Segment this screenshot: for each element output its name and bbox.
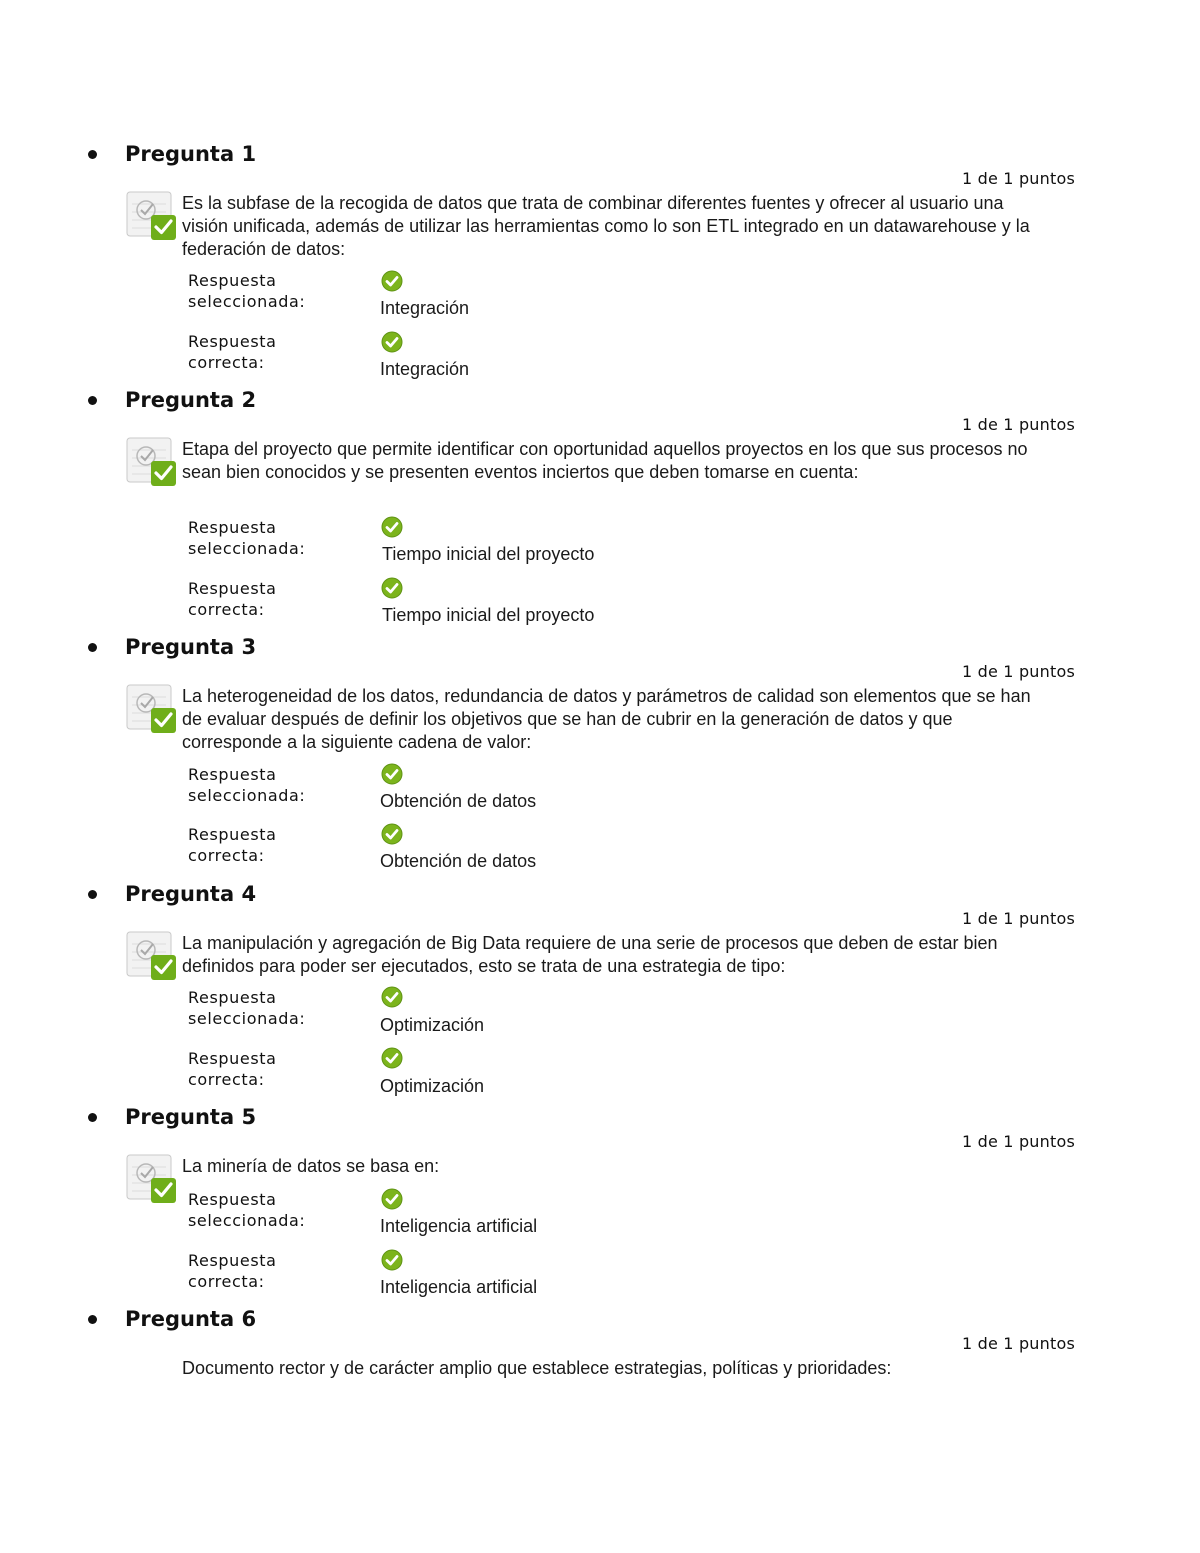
- bullet-icon: [88, 890, 97, 899]
- question-points: 1 de 1 puntos: [961, 662, 1075, 681]
- selected-answer-value: Integración: [380, 298, 470, 318]
- question-text: Documento rector y de carácter amplio que establece estrategias, políticas y prioridades:: [182, 1358, 892, 1378]
- bullet-icon: [88, 643, 97, 652]
- correct-answer-value: Integración: [380, 359, 470, 379]
- correct-answer-label: Respuesta correcta:: [188, 332, 277, 372]
- selected-answer-label: Respuesta seleccionada:: [188, 765, 306, 805]
- question-title: Pregunta 6: [125, 1307, 257, 1331]
- question-text: La manipulación y agregación de Big Data requiere de una serie de procesos que deben de estar bien definidos para poder ser ejecutados, esto se trata de una estrategia de tipo:: [182, 933, 998, 976]
- check-icon: [381, 986, 403, 1008]
- check-icon: [381, 1188, 403, 1210]
- correct-answer-label: Respuesta correcta:: [188, 825, 277, 865]
- selected-answer-value: Obtención de datos: [380, 791, 537, 811]
- question-title: Pregunta 1: [125, 142, 257, 166]
- check-icon: [381, 331, 403, 353]
- question-text: La heterogeneidad de los datos, redundancia de datos y parámetros de calidad son elementos que se han de evaluar después de definir los objetivos que se han de cubrir en la generación de datos y que corresponde a la siguiente cadena de valor:: [182, 686, 1031, 752]
- question-title: Pregunta 2: [125, 388, 257, 412]
- bullet-icon: [88, 150, 97, 159]
- check-icon: [381, 1047, 403, 1069]
- bullet-icon: [88, 1113, 97, 1122]
- question-points: 1 de 1 puntos: [961, 909, 1075, 928]
- question-points: 1 de 1 puntos: [961, 1132, 1075, 1151]
- correct-question-icon: [126, 190, 178, 242]
- correct-answer-value: Obtención de datos: [380, 851, 537, 871]
- correct-question-icon: [126, 683, 178, 735]
- correct-answer-value: Inteligencia artificial: [380, 1277, 538, 1297]
- selected-answer-label: Respuesta seleccionada:: [188, 1190, 306, 1230]
- question-points: 1 de 1 puntos: [961, 169, 1075, 188]
- correct-answer-value: Optimización: [380, 1076, 485, 1096]
- selected-answer-value: Inteligencia artificial: [380, 1216, 538, 1236]
- selected-answer-label: Respuesta seleccionada:: [188, 271, 306, 311]
- correct-answer-label: Respuesta correcta:: [188, 579, 277, 619]
- check-icon: [381, 577, 403, 599]
- question-points: 1 de 1 puntos: [961, 1334, 1075, 1353]
- selected-answer-label: Respuesta seleccionada:: [188, 518, 306, 558]
- question-title: Pregunta 5: [125, 1105, 257, 1129]
- bullet-icon: [88, 1315, 97, 1324]
- check-icon: [381, 516, 403, 538]
- question-points: 1 de 1 puntos: [961, 415, 1075, 434]
- check-icon: [381, 823, 403, 845]
- selected-answer-label: Respuesta seleccionada:: [188, 988, 306, 1028]
- question-title: Pregunta 3: [125, 635, 257, 659]
- selected-answer-value: Tiempo inicial del proyecto: [382, 544, 595, 564]
- question-title: Pregunta 4: [125, 882, 257, 906]
- correct-answer-value: Tiempo inicial del proyecto: [382, 605, 595, 625]
- correct-question-icon: [126, 930, 178, 982]
- correct-answer-label: Respuesta correcta:: [188, 1251, 277, 1291]
- question-text: Es la subfase de la recogida de datos que trata de combinar diferentes fuentes y ofrecer al usuario una visión unificada, además de utilizar las herramientas como lo son ETL integrado en un datawarehouse y la federación de datos:: [182, 193, 1030, 259]
- check-icon: [381, 270, 403, 292]
- question-text: Etapa del proyecto que permite identificar con oportunidad aquellos proyectos en los que sus procesos no sean bien conocidos y se presenten eventos inciertos que deben tomarse en cuenta:: [182, 439, 1028, 482]
- question-text: La minería de datos se basa en:: [182, 1156, 440, 1176]
- selected-answer-value: Optimización: [380, 1015, 485, 1035]
- check-icon: [381, 1249, 403, 1271]
- check-icon: [381, 763, 403, 785]
- correct-question-icon: [126, 436, 178, 488]
- bullet-icon: [88, 396, 97, 405]
- correct-answer-label: Respuesta correcta:: [188, 1049, 277, 1089]
- correct-question-icon: [126, 1153, 178, 1205]
